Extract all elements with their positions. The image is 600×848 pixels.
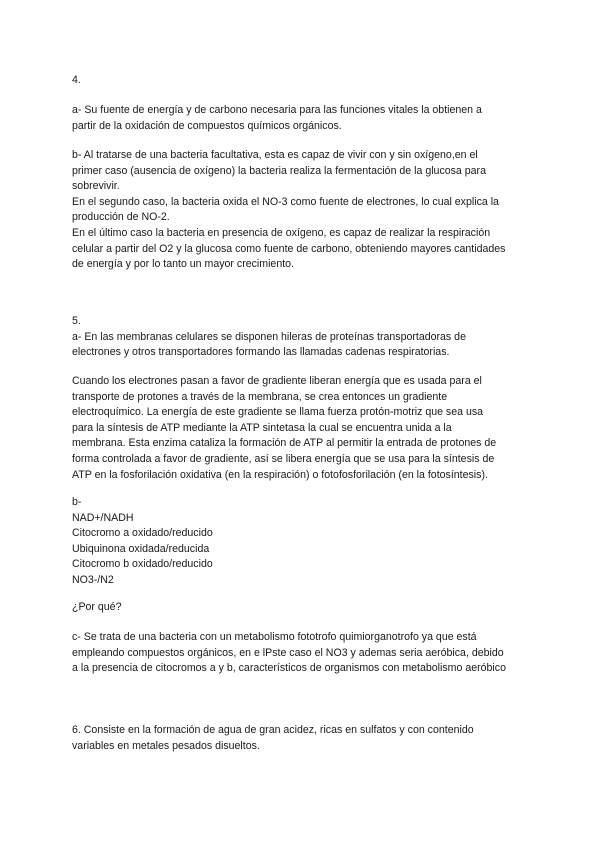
q6-paragraph: 6. Consiste en la formación de agua de gran acidez, ricas en sulfatos y con contenido variables en metales pesados disueltos. [72, 724, 474, 752]
q4-a-paragraph: a- Su fuente de energía y de carbono necesaria para las funciones vitales la obtienen a partir de la oxidación de compuestos químicos orgánicos. [72, 104, 482, 132]
q5-c-paragraph: c- Se trata de una bacteria con un metabolismo fototrofo quimiorganotrofo ya que está empleando compuestos orgánicos, en e lPste caso el NO3 y ademas seria aeróbica, debido a la presencia de citocromos a y b, característicos de organismos con metabolismo aeróbico [72, 631, 506, 675]
q5-b-list: b- NAD+/NADH Citocromo a oxidado/reducido Ubiquinona oxidada/reducida Citocromo b oxidado/reducido NO3-/N2 [72, 496, 213, 586]
q5-gradient-paragraph: Cuando los electrones pasan a favor de gradiente liberan energía que es usada para el transporte de protones a través de la membrana, se crea entonces un gradiente electroquímico. La energía de este gradiente se llama fuerza protón-motriz que sea usa para la síntesis de ATP mediante la ATP sintetasa la cual se encuentra unida a la membrana. Esta enzima cataliza la formación de ATP al permitir la entrada de protones de forma controlada a favor de gradiente, así se libera energía que se usa para la síntesis de ATP en la fosforilación oxidativa (en la respiración) o fotofosforilación (en la fotosíntesis). [72, 375, 497, 481]
q5-a-paragraph: 5. a- En las membranas celulares se disponen hileras de proteínas transportadoras de electrones y otros transportadores formando las llamadas cadenas respiratorias. [72, 315, 466, 359]
q4-b-paragraph: b- Al tratarse de una bacteria facultativa, esta es capaz de vivir con y sin oxígeno,en el primer caso (ausencia de oxígeno) la bacteria realiza la fermentación de la glucosa para sobrevivir. En el segundo caso, la bacteria oxida el NO-3 como fuente de electrones, lo cual explica la producción de NO-2. En el último caso la bacteria en presencia de oxígeno, es capaz de realizar la respiración celular a partir del O2 y la glucosa como fuente de carbono, obteniendo mayores cantidades de energía y por lo tanto un mayor crecimiento. [72, 149, 506, 271]
q4-number: 4. [72, 74, 81, 86]
q5-why: ¿Por qué? [72, 601, 122, 613]
